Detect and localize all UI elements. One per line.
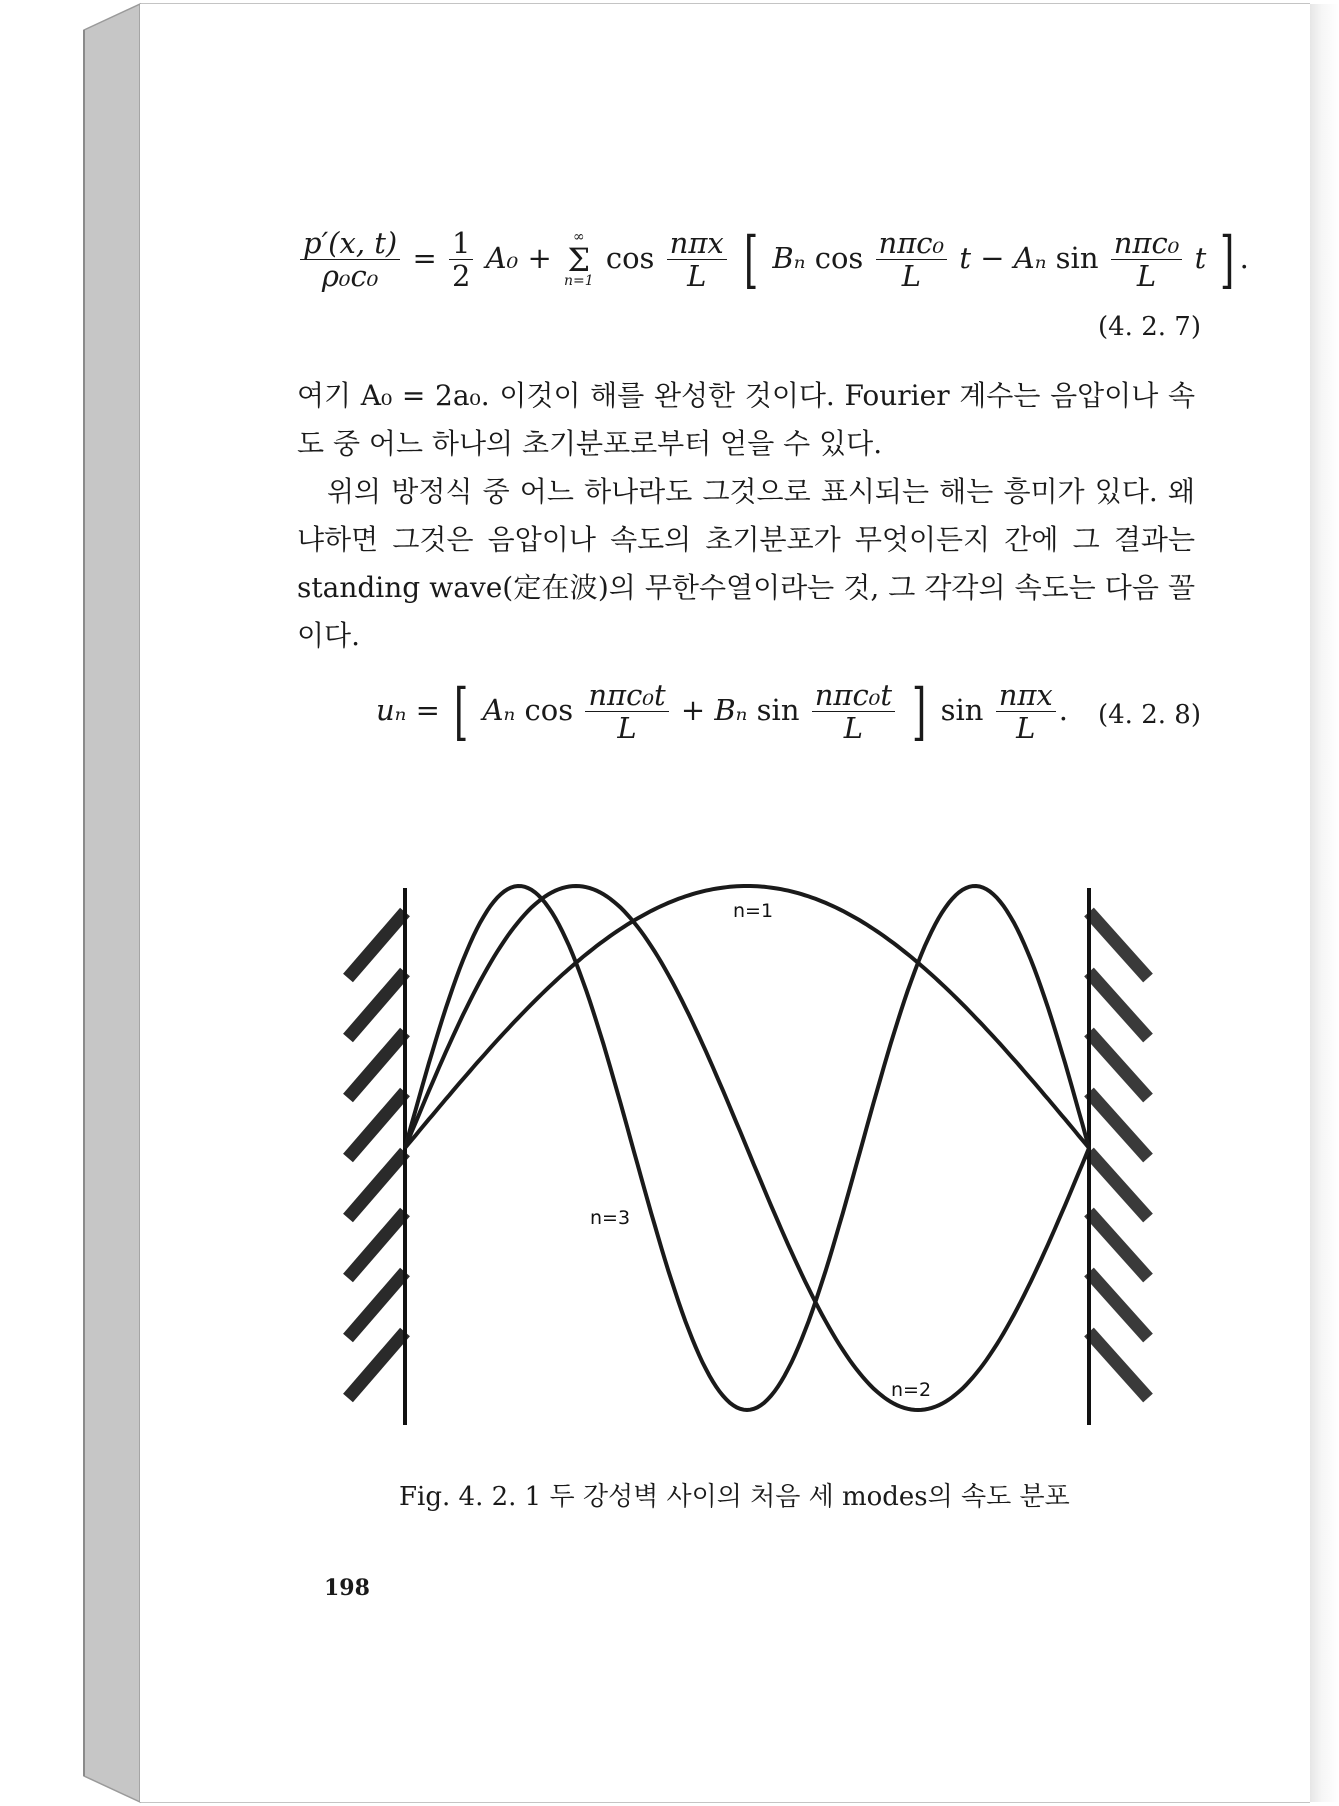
right-hatch-mark xyxy=(1089,1152,1148,1218)
label-n1: n=1 xyxy=(733,900,774,922)
left-hatch-mark xyxy=(348,912,405,978)
right-wall-hatching xyxy=(1089,912,1148,1398)
equation-number-4-2-8: (4. 2. 8) xyxy=(1098,700,1201,730)
right-hatch-mark xyxy=(1089,972,1148,1038)
right-hatch-mark xyxy=(1089,1032,1148,1098)
right-hatch-mark xyxy=(1089,1212,1148,1278)
paragraph-2: 위의 방정식 중 어느 하나라도 그것으로 표시되는 해는 흥미가 있다. 왜냐하면 그것은 음압이나 속도의 초기분포가 무엇이든지 간에 그 결과는 standing wave(定在波)의 무한수열이라는 것, 그 각각의 속도는 다음 꼴이다. xyxy=(297,475,1195,652)
right-hatch-mark xyxy=(1089,1092,1148,1158)
summation: ∞ Σ n=1 xyxy=(563,229,594,290)
equation-number-4-2-7: (4. 2. 7) xyxy=(1098,312,1201,342)
equation-4-2-7: $\frac{p'(x, t)}{\text{ρ₀c₀}}$ = $\frac{1}{2}$ A₀ + ∞ Σ n=1 cos $\frac{\text{nπx}}{L}$ [ Bₙ cos $\frac{\text{nπc₀}}{L}$ t − Aₙ sin $\frac{\text{nπc₀}}{L}$ t ] . xyxy=(297,228,1249,292)
left-hatch-mark xyxy=(348,1272,405,1338)
half-fraction: $\frac{1}{2}$ xyxy=(449,228,473,292)
left-hatch-mark xyxy=(348,1092,405,1158)
left-hatch-mark xyxy=(348,1152,405,1218)
right-hatch-mark xyxy=(1089,1332,1148,1398)
label-n3: n=3 xyxy=(590,1207,631,1229)
left-hatch-mark xyxy=(348,1332,405,1398)
mode-curve-n1 xyxy=(405,886,1089,1148)
right-hatch-mark xyxy=(1089,1272,1148,1338)
paragraph-1: 여기 A₀ = 2a₀. 이것이 해를 완성한 것이다. Fourier 계수는 음압이나 속도 중 어느 하나의 초기분포로부터 얻을 수 있다. xyxy=(297,379,1195,460)
right-hatch-mark xyxy=(1089,912,1148,978)
left-hatch-mark xyxy=(348,1032,405,1098)
left-wall-hatching xyxy=(348,912,405,1398)
mode-curve-n2 xyxy=(405,886,1089,1410)
label-n2: n=2 xyxy=(891,1379,932,1401)
figure-caption: Fig. 4. 2. 1 두 강성벽 사이의 처음 세 modes의 속도 분포 xyxy=(399,1482,1070,1512)
left-hatch-mark xyxy=(348,972,405,1038)
page-number: 198 xyxy=(324,1575,370,1601)
lhs-fraction: $\frac{p'(x, t)}{\text{ρ₀c₀}}$ xyxy=(300,228,400,292)
equation-4-2-8: uₙ = [ Aₙ cos $\frac{\text{nπc₀t}}{L}$ + Bₙ sin $\frac{\text{nπc₀t}}{L}$ ] sin $\frac{\text{nπx}}{L}$ . xyxy=(376,674,1068,748)
left-hatch-mark xyxy=(348,1212,405,1278)
